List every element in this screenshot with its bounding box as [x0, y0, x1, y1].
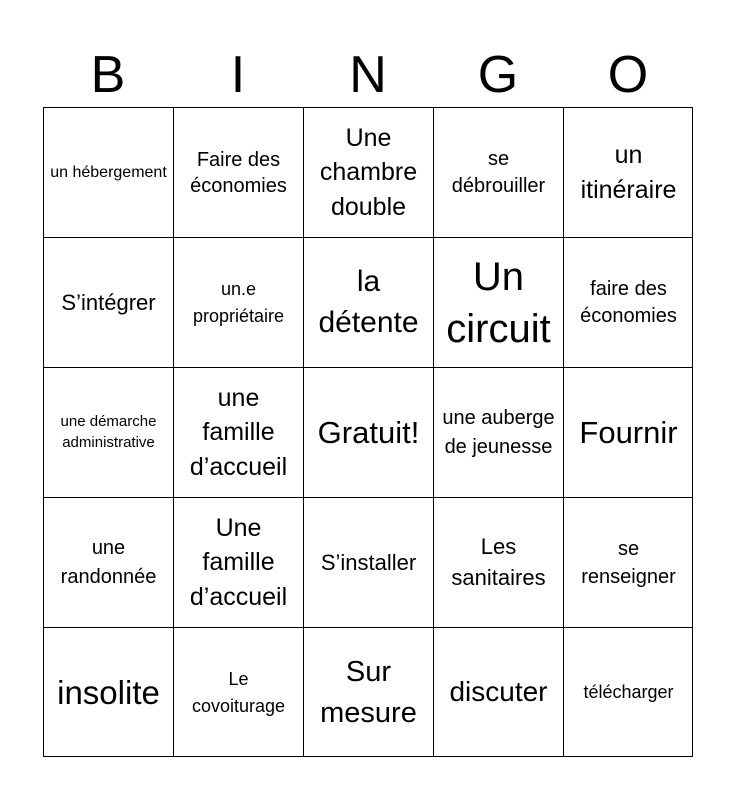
- cell-text: un.e propriétaire: [192, 279, 285, 326]
- cell-text: S’installer: [320, 549, 417, 575]
- bingo-cell[interactable]: [173, 107, 303, 237]
- cell-text: faire des économies: [580, 277, 677, 327]
- header-letter-g: G: [477, 46, 519, 104]
- bingo-cell[interactable]: [173, 367, 303, 497]
- bingo-cell[interactable]: [173, 497, 303, 627]
- bingo-cell[interactable]: [43, 627, 173, 757]
- header-letter-i: I: [230, 46, 246, 104]
- bingo-cell[interactable]: [563, 107, 693, 237]
- cell-text: Sur mesure: [320, 655, 417, 729]
- bingo-cell[interactable]: [173, 237, 303, 367]
- bingo-cell[interactable]: [563, 497, 693, 627]
- cell-text: Le covoiturage: [191, 669, 286, 716]
- cell-text: Un circuit: [446, 254, 551, 351]
- bingo-header: [43, 44, 693, 106]
- bingo-cell[interactable]: [433, 107, 563, 237]
- cell-text: la détente: [318, 265, 419, 339]
- bingo-cell[interactable]: [433, 237, 563, 367]
- bingo-cell[interactable]: [563, 237, 693, 367]
- bingo-cell[interactable]: [433, 627, 563, 757]
- cell-text: une auberge de jeunesse: [442, 407, 555, 458]
- bingo-cell[interactable]: [563, 627, 693, 757]
- bingo-cell[interactable]: [43, 367, 173, 497]
- cell-text: Fournir: [579, 414, 678, 450]
- bingo-cell[interactable]: [433, 497, 563, 627]
- cell-text: discuter: [449, 676, 548, 708]
- cell-text: S’intégrer: [61, 289, 156, 315]
- cell-text: insolite: [57, 673, 160, 711]
- cell-text: Les sanitaires: [451, 533, 546, 590]
- cell-text: Faire des économies: [190, 148, 287, 197]
- cell-text: une démarche administrative: [60, 413, 157, 451]
- cell-text: se renseigner: [581, 537, 676, 588]
- cell-text: un hébergement: [50, 163, 167, 181]
- cell-text: une famille d’accueil: [189, 383, 288, 481]
- bingo-cell[interactable]: [303, 237, 433, 367]
- cell-text: Gratuit!: [317, 414, 420, 450]
- bingo-cell[interactable]: [433, 367, 563, 497]
- bingo-cell[interactable]: [303, 107, 433, 237]
- bingo-cell[interactable]: [563, 367, 693, 497]
- cell-text: télécharger: [583, 682, 674, 702]
- cell-text: se débrouiller: [451, 147, 546, 197]
- bingo-cell[interactable]: [43, 497, 173, 627]
- bingo-board: [43, 107, 693, 757]
- cell-text: une randonnée: [60, 536, 157, 588]
- header-letter-b: B: [90, 46, 126, 104]
- cell-text: Une famille d’accueil: [189, 513, 288, 611]
- bingo-cell[interactable]: [303, 367, 433, 497]
- header-letter-o: O: [607, 46, 649, 104]
- cell-text: un itinéraire: [580, 141, 677, 204]
- cell-text: Une chambre double: [319, 123, 418, 221]
- bingo-cell[interactable]: [173, 627, 303, 757]
- bingo-cell[interactable]: [43, 237, 173, 367]
- bingo-cell[interactable]: [43, 107, 173, 237]
- bingo-cell[interactable]: [303, 497, 433, 627]
- bingo-cell[interactable]: [303, 627, 433, 757]
- header-letter-n: N: [349, 46, 387, 104]
